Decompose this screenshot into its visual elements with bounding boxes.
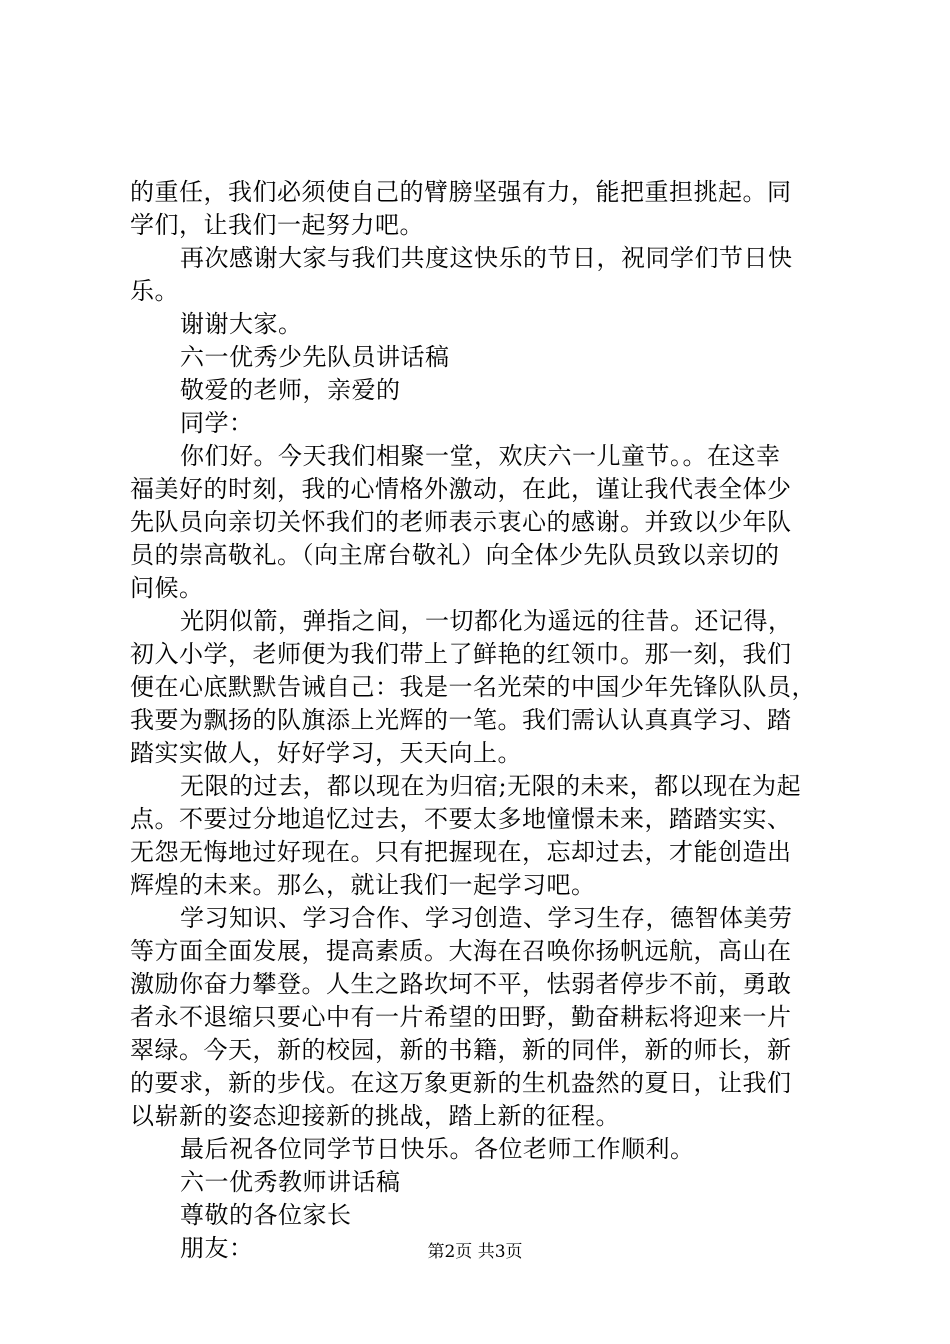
text-line: 朋友：: [180, 1234, 254, 1262]
text-line: 我要为飘扬的队旗添上光辉的一笔。我们需认认真真学习、踏: [130, 706, 792, 734]
text-line: 初入小学，老师便为我们带上了鲜艳的红领巾。那一刻，我们: [130, 640, 792, 668]
text-line: 学习知识、学习合作、学习创造、学习生存，德智体美劳: [180, 904, 793, 932]
text-line: 尊敬的各位家长: [180, 1201, 352, 1229]
page-footer: 第2页 共3页: [427, 1242, 523, 1262]
text-line: 六一优秀少先队员讲话稿: [180, 343, 450, 371]
text-line: 光阴似箭，弹指之间，一切都化为遥远的往昔。还记得，: [180, 607, 793, 635]
text-line: 先队员向亲切关怀我们的老师表示衷心的感谢。并致以少年队: [130, 508, 792, 536]
text-line: 无怨无悔地过好现在。只有把握现在，忘却过去，才能创造出: [130, 838, 792, 866]
text-line: 福美好的时刻，我的心情格外激动，在此，谨让我代表全体少: [130, 475, 792, 503]
text-line: 乐。: [130, 277, 179, 305]
text-line: 再次感谢大家与我们共度这快乐的节日，祝同学们节日快: [180, 244, 793, 272]
text-line: 员的崇高敬礼。（向主席台敬礼）向全体少先队员致以亲切的: [130, 541, 780, 569]
text-line: 的要求，新的步伐。在这万象更新的生机盎然的夏日，让我们: [130, 1069, 792, 1097]
text-line: 辉煌的未来。那么，就让我们一起学习吧。: [130, 871, 596, 899]
text-line: 同学：: [180, 409, 254, 437]
text-line: 最后祝各位同学节日快乐。各位老师工作顺利。: [180, 1135, 695, 1163]
text-line: 踏实实做人，好好学习，天天向上。: [130, 739, 522, 767]
text-line: 者永不退缩只要心中有一片希望的田野，勤奋耕耘将迎来一片: [130, 1003, 792, 1031]
text-line: 便在心底默默告诫自己：我是一名光荣的中国少年先锋队队员，: [130, 673, 816, 701]
document-body: [130, 176, 830, 1265]
text-line: 六一优秀教师讲话稿: [180, 1168, 401, 1196]
text-line: 无限的过去，都以现在为归宿;无限的未来，都以现在为起: [180, 772, 802, 800]
text-line: 翠绿。今天，新的校园，新的书籍，新的同伴，新的师长，新: [130, 1036, 792, 1064]
text-line: 等方面全面发展，提高素质。大海在召唤你扬帆远航，高山在: [130, 937, 792, 965]
text-line: 敬爱的老师，亲爱的: [180, 376, 401, 404]
text-line: 以崭新的姿态迎接新的挑战，踏上新的征程。: [130, 1102, 620, 1130]
text-line: 点。不要过分地追忆过去，不要太多地憧憬未来，踏踏实实、: [130, 805, 792, 833]
text-line: 谢谢大家。: [180, 310, 303, 338]
text-line: 激励你奋力攀登。人生之路坎坷不平，怯弱者停步不前，勇敢: [130, 970, 792, 998]
text-line: 的重任，我们必须使自己的臂膀坚强有力，能把重担挑起。同: [130, 178, 792, 206]
text-line: 你们好。今天我们相聚一堂，欢庆六一儿童节。。在这幸: [180, 442, 781, 470]
text-line: 问候。: [130, 574, 204, 602]
text-line: 学们，让我们一起努力吧。: [130, 211, 424, 239]
